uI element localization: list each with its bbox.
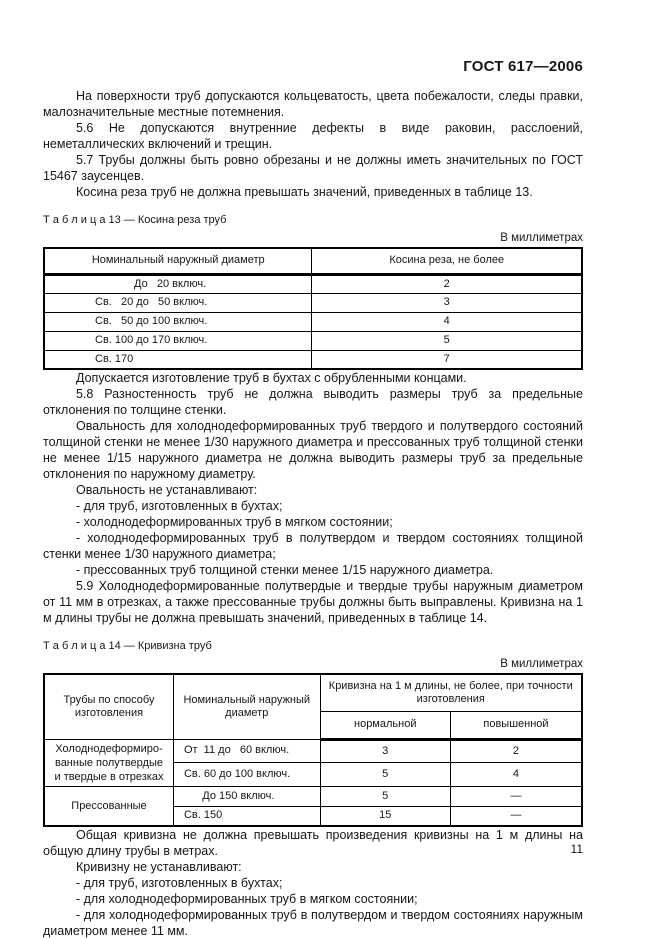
- table-row: [44, 739, 582, 763]
- paragraph-5-9: 5.9 Холоднодеформированные полутвердые и твердые трубы наружным диаметром от 11 мм в отрезках, а также прессованные трубы должны быть выправлены. Кривизна на 1 м длины трубы не должна превышать значений, приведенных в таблице 14.: [43, 579, 583, 625]
- paragraph-5-7: 5.7 Трубы должны быть ровно обрезаны и не должны иметь значительных по ГОСТ 15467 заусенцев.: [43, 153, 583, 183]
- table-row: [44, 350, 582, 369]
- value-cell: 7: [312, 350, 582, 369]
- high-value-cell: 2: [450, 739, 582, 763]
- table13-col-diameter: Номинальный наружный диаметр: [44, 248, 312, 274]
- value-cell: 3: [312, 293, 582, 312]
- table14-col-high: повышенной: [450, 711, 582, 739]
- value-cell: 5: [312, 331, 582, 350]
- table13-units-label: В миллиметрах: [500, 232, 583, 244]
- page-content: [43, 58, 583, 939]
- paragraph-5-8: 5.8 Разностенность труб не должна выводить размеры труб за предельные отклонения по толщине стенки.: [43, 387, 583, 417]
- diameter-cell: Св. 20 до 50 включ.: [44, 293, 312, 312]
- diameter-cell: До 20 включ.: [44, 274, 312, 293]
- table14-col-diameter: Номинальный наружный диаметр: [173, 674, 320, 739]
- paragraph-buhty: Допускается изготовление труб в бухтах с обрубленными концами.: [76, 371, 467, 385]
- list-item: - холоднодеформированных труб в мягком состоянии;: [76, 515, 393, 529]
- table-row: [44, 312, 582, 331]
- high-value-cell: —: [450, 786, 582, 806]
- list-item: - для холоднодеформированных труб в полутвердом и твердом состояниях наружным диаметром менее 11 мм.: [43, 908, 583, 938]
- table-row: [44, 786, 582, 806]
- table14: [43, 673, 583, 827]
- paragraph-ovalnost-ne: Овальность не устанавливают:: [76, 483, 258, 497]
- table13-col-value: Косина реза, не более: [312, 248, 582, 274]
- diameter-cell: Св. 50 до 100 включ.: [44, 312, 312, 331]
- paragraph-surface-defects: На поверхности труб допускаются кольцеватость, цвета побежалости, следы правки, малозначительные местные потемнения.: [43, 89, 583, 119]
- value-cell: 4: [312, 312, 582, 331]
- table14-caption: Т а б л и ц а 14 — Кривизна труб: [43, 640, 212, 652]
- table-row: [44, 293, 582, 312]
- list-item: - для труб, изготовленных в бухтах;: [76, 499, 283, 513]
- method-cell: Прессованные: [44, 786, 173, 826]
- table14-col-group: Кривизна на 1 м длины, не более, при точности изготовления: [320, 674, 582, 711]
- normal-value-cell: 5: [320, 786, 450, 806]
- table14-col-method: Трубы по способу изготовления: [44, 674, 173, 739]
- diameter-cell: Св. 60 до 100 включ.: [173, 763, 320, 787]
- value-cell: 2: [312, 274, 582, 293]
- normal-value-cell: 3: [320, 739, 450, 763]
- table14-header-row-1: [44, 674, 582, 711]
- paragraph-kosina-reza: Косина реза труб не должна превышать значений, приведенных в таблице 13.: [76, 185, 533, 199]
- table14-col-normal: нормальной: [320, 711, 450, 739]
- list-item: - прессованных труб толщиной стенки менее 1/15 наружного диаметра.: [76, 563, 494, 577]
- list-item: - для холоднодеформированных труб в мягком состоянии;: [76, 892, 418, 906]
- diameter-cell: Св. 150: [173, 806, 320, 826]
- diameter-cell: До 150 включ.: [173, 786, 320, 806]
- paragraph-5-6: 5.6 Не допускаются внутренние дефекты в виде раковин, расслоений, неметаллических включений и трещин.: [43, 121, 583, 151]
- method-cell: Холоднодеформированные полутвердые и твердые в отрезках: [44, 739, 173, 786]
- table-row: [44, 331, 582, 350]
- paragraph-krivizna-ne: Кривизну не устанавливают:: [76, 860, 242, 874]
- high-value-cell: 4: [450, 763, 582, 787]
- diameter-cell: Св. 100 до 170 включ.: [44, 331, 312, 350]
- table-row: [44, 274, 582, 293]
- diameter-cell: Св. 170: [44, 350, 312, 369]
- list-item: - для труб, изготовленных в бухтах;: [76, 876, 283, 890]
- paragraph-total-curvature: Общая кривизна не должна превышать произведения кривизны на 1 м длины на общую длину трубы в метрах.: [43, 828, 583, 858]
- paragraph-ovalnost: Овальность для холоднодеформированных труб твердого и полутвердого состояний толщиной стенки не менее 1/30 наружного диаметра и прессованных труб толщиной стенки не менее 1/15 наружного диаметра не должна выводить размеры труб за предельные отклонения по наружному диаметру.: [43, 419, 583, 481]
- table14-units-label: В миллиметрах: [500, 658, 583, 670]
- document-code: ГОСТ 617—2006: [463, 58, 583, 75]
- table13-caption: Т а б л и ц а 13 — Косина реза труб: [43, 214, 227, 226]
- list-item: - холоднодеформированных труб в полутвердом и твердом состояниях толщиной стенки менее 1/30 наружного диаметра;: [43, 531, 583, 561]
- table13-header-row: [44, 248, 582, 274]
- page-number: 11: [570, 842, 583, 856]
- high-value-cell: —: [450, 806, 582, 826]
- table13: [43, 247, 583, 370]
- normal-value-cell: 15: [320, 806, 450, 826]
- diameter-cell: От 11 до 60 включ.: [173, 739, 320, 763]
- normal-value-cell: 5: [320, 763, 450, 787]
